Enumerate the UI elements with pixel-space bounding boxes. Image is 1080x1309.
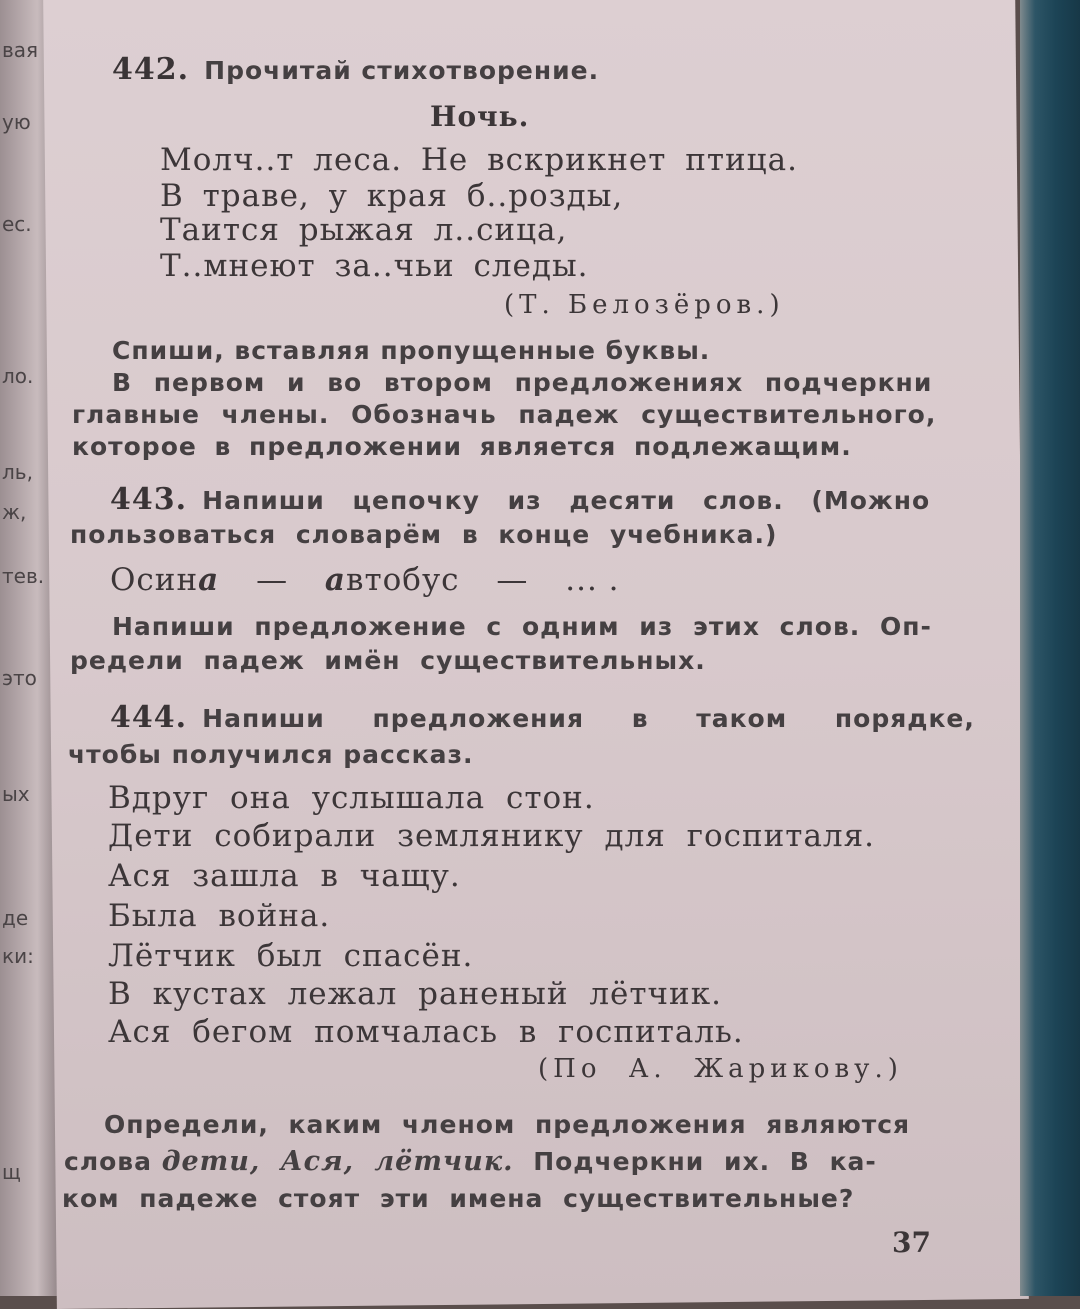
left-page-fragment: щ (2, 1160, 21, 1184)
poem-title: Ночь. (430, 100, 530, 133)
story-sentence: Была война. (108, 898, 331, 934)
exercise-number: 442. (112, 52, 190, 87)
exercise-instruction: Напиши предложения в таком порядке, (202, 704, 975, 733)
story-sentence: Лётчик был спасён. (108, 938, 474, 974)
left-page-fragment: ло. (2, 364, 34, 388)
task-line: В первом и во втором предложениях подчеркни (112, 368, 933, 397)
poem-author: (Т. Белозёров.) (504, 290, 785, 320)
page-number: 37 (892, 1226, 931, 1259)
task-line: редели падеж имён существительных. (70, 646, 706, 675)
task-line (64, 1146, 877, 1177)
left-page-fragment: ж, (2, 500, 27, 524)
chain-highlight-letter: а (324, 562, 347, 598)
chain-highlight-letter: а (198, 562, 220, 598)
task-text: Подчеркни их. В ка- (513, 1147, 877, 1176)
chain-ellipsis: ... . (565, 562, 620, 598)
story-author: (По А. Жарикову.) (538, 1054, 903, 1084)
exercise-number: 444. (110, 700, 188, 735)
poem-line: Молч..т леса. Не вскрикнет птица. (160, 142, 798, 178)
left-page-fragment: ых (2, 782, 30, 806)
exercise-442-header (112, 52, 599, 87)
task-line: ком падеже стоят эти имена существительные? (62, 1184, 855, 1213)
chain-word: Осин (110, 562, 199, 598)
left-page-fragment: де (2, 906, 29, 930)
exercise-instruction: Прочитай стихотворение. (204, 56, 600, 85)
exercise-instruction-continued: пользоваться словарём в конце учебника.) (70, 520, 778, 549)
story-sentence: Ася зашла в чащу. (108, 858, 461, 894)
story-sentence: Ася бегом помчалась в госпиталь. (108, 1014, 744, 1050)
poem-line: В траве, у края б..розды, (160, 178, 624, 214)
left-page-fragment: тев. (2, 564, 45, 588)
story-sentence: Дети собирали землянику для госпиталя. (108, 818, 876, 854)
chain-word: втобус (346, 562, 460, 598)
exercise-443-header (110, 482, 930, 517)
task-line: которое в предложении является подлежащим. (72, 432, 852, 461)
exercise-instruction-continued: чтобы получился рассказ. (68, 740, 474, 769)
poem-line: Таится рыжая л..сица, (160, 212, 568, 248)
left-page-fragment: ки: (2, 944, 34, 968)
left-page-fragment: ую (2, 110, 31, 134)
story-sentence: Вдруг она услышала стон. (108, 780, 595, 816)
left-page-fragment: это (2, 666, 37, 690)
exercise-instruction: Напиши цепочку из десяти слов. (Можно (202, 486, 931, 515)
task-line: Напиши предложение с одним из этих слов. Оп- (112, 612, 932, 641)
chain-dash: — (496, 562, 529, 598)
exercise-number: 443. (110, 482, 188, 517)
poem-line: Т..мнеют за..чьи следы. (160, 248, 589, 284)
left-page-fragment: ес. (2, 212, 32, 236)
task-line: Определи, каким членом предложения являются (104, 1110, 911, 1139)
exercise-444-header (110, 700, 975, 735)
task-line: Спиши, вставляя пропущенные буквы. (112, 336, 711, 365)
highlighted-words: дети, Ася, лётчик. (161, 1146, 514, 1177)
chain-dash: — (256, 562, 289, 598)
left-page-fragment: вая (2, 38, 39, 62)
story-sentence: В кустах лежал раненый лётчик. (108, 976, 722, 1012)
left-page-fragment: ль, (2, 460, 33, 484)
task-text: слова (64, 1147, 162, 1176)
task-line: главные члены. Обозначь падеж существительного, (72, 400, 937, 429)
word-chain (110, 562, 620, 598)
